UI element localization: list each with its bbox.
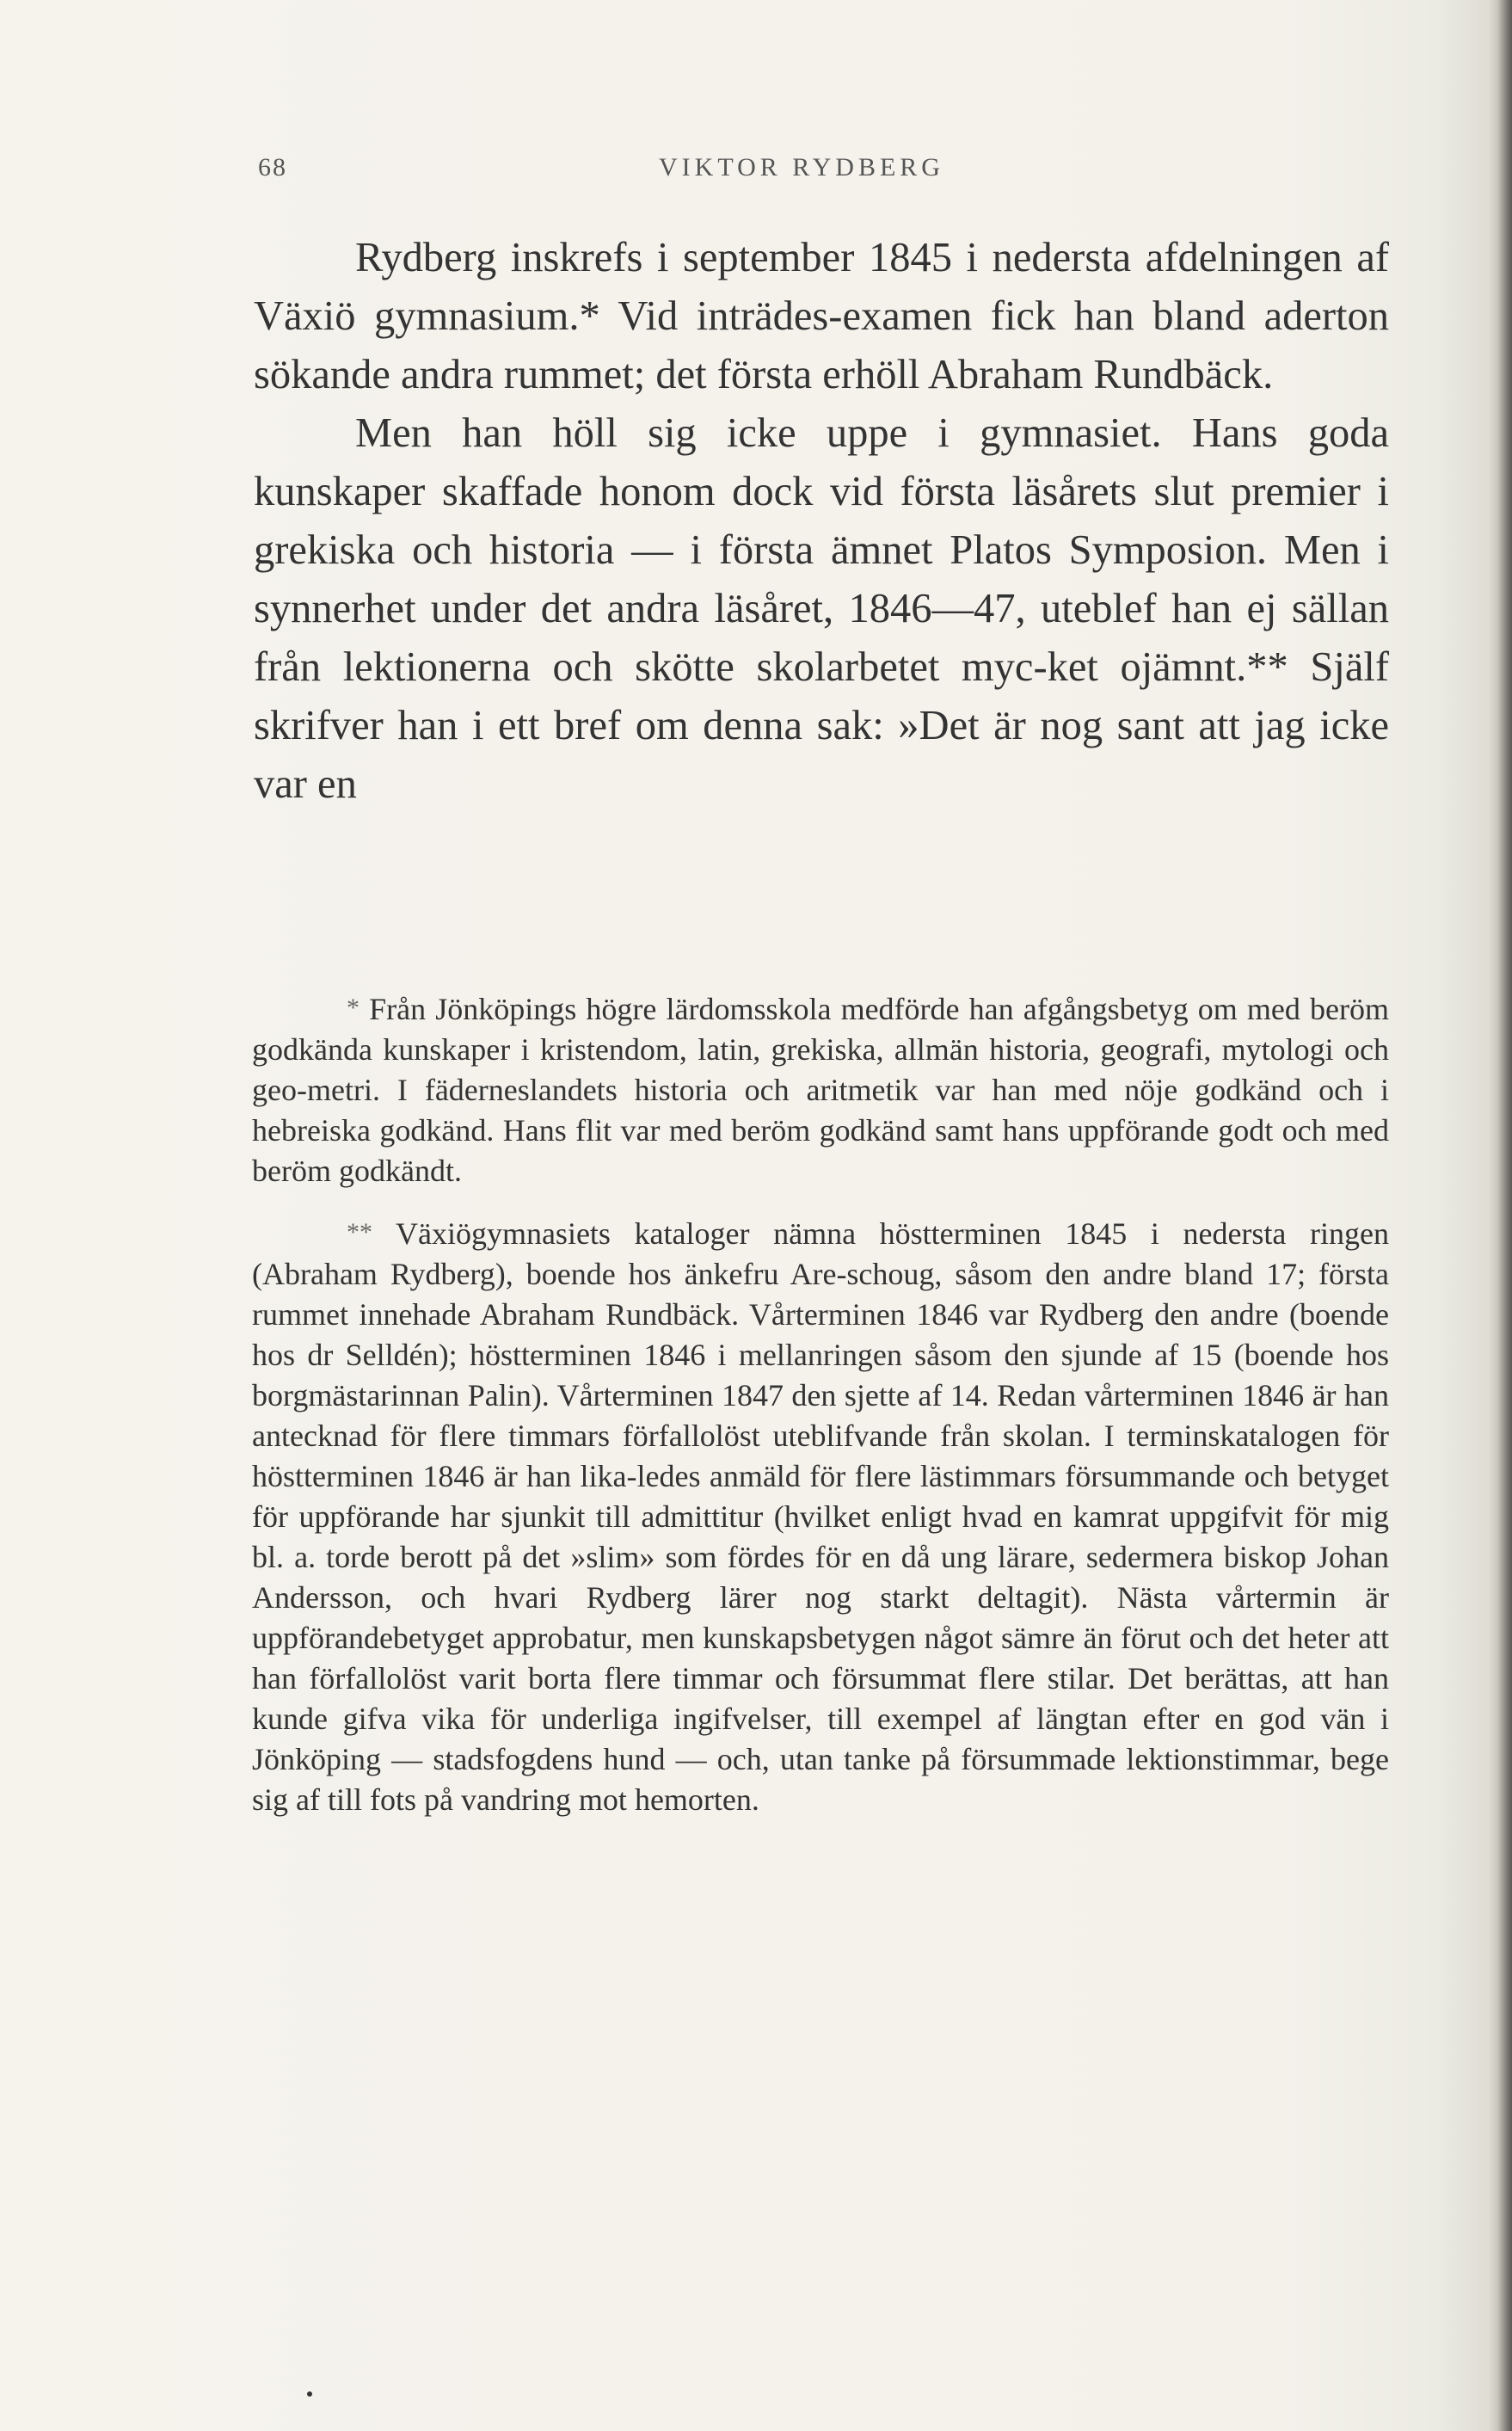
paragraph: Men han höll sig icke uppe i gymnasiet. Hans goda kunskaper skaffade honom dock vid första läsårets slut premier i grekiska och historia — i första ämnet Platos Symposion. Men i synnerhet under det andra läsåret, 1846—47, uteblef han ej sällan från lektionerna och skötte skolarbetet myc-ket ojämnt.** Själf skrifver han i ett bref om denna sak: »Det är nog sant att jag icke var en	[254, 410, 1389, 807]
ink-speck	[307, 2391, 312, 2397]
paragraph: Rydberg inskrefs i september 1845 i nedersta afdelningen af Växiö gymnasium.* Vid inträdes-examen fick han bland aderton sökande andra rummet; det första erhöll Abraham Rundbäck.	[254, 235, 1389, 397]
footnote	[252, 1212, 1389, 1820]
footnote-marker: **	[347, 1218, 372, 1246]
page-edge	[1488, 0, 1512, 2431]
footnotes	[252, 988, 1389, 1820]
footnote-text: Växiögymnasiets kataloger nämna höstterminen 1845 i nedersta ringen (Abraham Rydberg), boende hos änkefru Are-schoug, såsom den andre bland 17; första rummet innehade Abraham Rundbäck. Vårterminen 1846 var Rydberg den andre (boende hos dr Selldén); höstterminen 1846 i mellanringen såsom den sjunde af 15 (boende hos borgmästarinnan Palin). Vårterminen 1847 den sjette af 14. Redan vårterminen 1846 är han antecknad för flere timmars förfallolöst uteblifvande från skolan. I terminskatalogen för höstterminen 1846 är han lika-ledes anmäld för flere lästimmars försummande och betyget för uppförande har sjunkit till admittitur (hvilket enligt hvad en kamrat uppgifvit för mig bl. a. torde berott på det »slim» som fördes för en då ung lärare, sedermera biskop Johan Andersson, och hvari Rydberg lärer nog starkt deltagit). Nästa vårtermin är uppförandebetyget approbatur, men kunskapsbetygen något sämre än förut och det heter att han förfallolöst varit borta flere timmar och försummat flere stilar. Det berättas, att han kunde gifva vika för underliga ingifvelser, till exempel af längtan efter en god vän i Jönköping — stadsfogdens hund — och, utan tanke på försummade lektionstimmar, bege sig af till fots på vandring mot hemorten.	[252, 1216, 1389, 1817]
footnote-marker: *	[347, 994, 360, 1022]
footnote-text: Från Jönköpings högre lärdomsskola medförde han afgångsbetyg om med beröm godkända kunskaper i kristendom, latin, grekiska, allmän historia, geografi, mytologi och geo-metri. I fäderneslandets historia och aritmetik var han med nöje godkänd och i hebreiska godkänd. Hans flit var med beröm godkänd samt hans uppförande godt och med beröm godkändt.	[252, 992, 1389, 1188]
footnote	[252, 988, 1389, 1191]
main-text	[254, 229, 1389, 814]
page-header	[258, 153, 1393, 188]
running-head: VIKTOR RYDBERG	[659, 153, 944, 182]
page-number: 68	[258, 153, 287, 182]
